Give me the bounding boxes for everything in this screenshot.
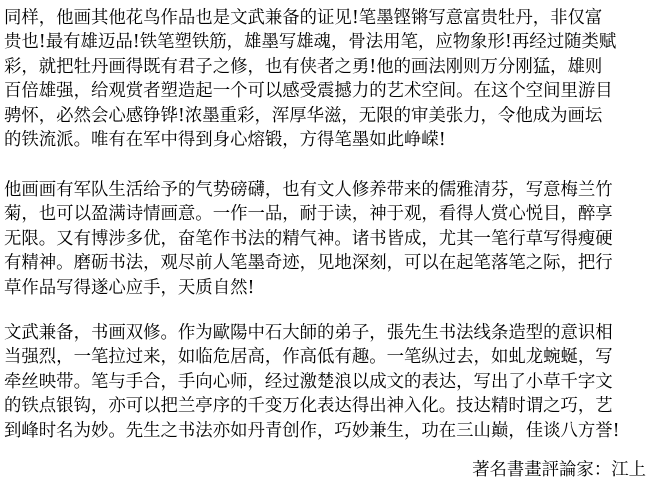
paragraph-2: 他画画有军队生活给予的气势磅礴，也有文人修养带来的儒雅清芬，写意梅兰竹 菊，也可以盈满诗情画意。一作一品，耐于读，神于观，看得人赏心悦目，醉享 无限。又有博涉多优，奋笔作书法的精气神。诸书皆成，尤其一笔行草写得瘦硬 有精神。磨砺书法，观尽前人笔墨奇迹，见地深刻，可以在起笔落笔之际，把行 草作品写得遂心应手，天质自然! [4, 180, 613, 298]
author-signature: 著名書畫評論家：江上 [472, 460, 646, 480]
paragraph-3: 文武兼备，书画双修。作为歐陽中石大師的弟子，張先生书法线条造型的意识相 当强烈，一笔拉过来，如临危居高，作高低有趣。一笔纵过去，如虬龙蜿蜒，写 牵丝映带。笔与手合，手向心师，经过激楚浪以成文的表达，写出了小草千字文 的铁点银钩，亦可以把兰亭序的千变万化表达得出神入化。技达精时谓之巧，艺 到峰时名为妙。先生之书法亦如丹青创作，巧妙兼生，功在三山巅，佳谈八方誉! [4, 323, 620, 441]
paragraph-1: 同样，他画其他花鸟作品也是文武兼备的证见!笔墨铿锵写意富贵牡丹，非仅富 贵也!最有雄迈品!铁笔塑铁筋，雄墨写雄魂，骨法用笔，应物象形!再经过随类赋 彩，就把牡丹画得既有君子之修，也有侠者之勇!他的画法刚则万分刚猛，雄则 百倍雄强，给观赏者塑造起一个可以感受震撼力的艺术空间。在这个空间里游目 骋怀，必然会心感铮铧!浓墨重彩，浑厚华滋，无限的审美张力，令他成为画坛 的铁流派。唯有在军中得到身心熔锻，方得笔墨如此峥嵘! [4, 8, 617, 151]
